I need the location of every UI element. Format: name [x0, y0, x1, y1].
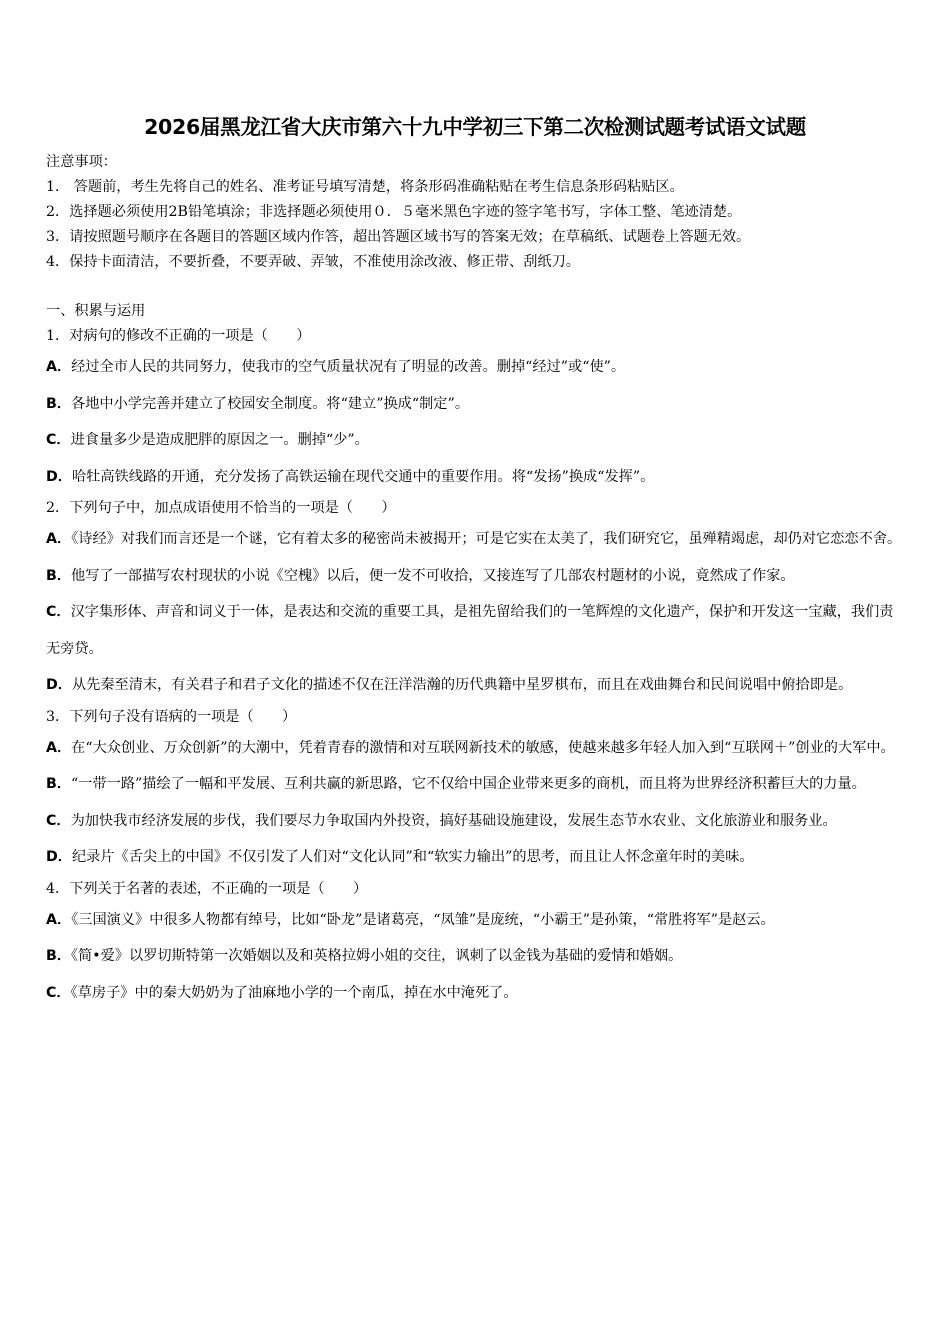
option-text: 《三国演义》中很多人物都有绰号，比如“卧龙”是诸葛亮，“凤雏”是庞统，“小霸王”是孙策，“常胜将军”是赵云。 — [71, 911, 775, 928]
option-letter: C． — [46, 984, 71, 1001]
option-text: 为加快我市经济发展的步伐，我们要尽力争取国内外投资，搞好基础设施建设，发展生态节水农业、文化旅游业和服务业。 — [70, 812, 837, 829]
option-letter: D． — [46, 677, 72, 693]
option-text: 哈牡高铁线路的开通，充分发扬了高铁运输在现代交通中的重要作用。将“发扬”换成“发挥”。 — [71, 468, 655, 485]
option-text: 《诗经》对我们而言还是一个谜，它有着太多的秘密尚未被揭开；可是它实在太美了，我们研究它，虽殚精竭虑，却仍对它恋恋不舍。 — [71, 531, 902, 547]
notice-block — [46, 150, 904, 275]
option-letter: B． — [46, 395, 72, 412]
section-title: 一、积累与运用 — [46, 303, 146, 319]
notice-item: 3．请按照题号顺序在各题目的答题区域内作答，超出答题区域书写的答案无效；在草稿纸、试题卷上答题无效。 — [46, 229, 751, 245]
option-text: “一带一路”描绘了一幅和平发展、互利共赢的新思路，它不仅给中国企业带来更多的商机，而且将为世界经济积蓄巨大的力量。 — [71, 776, 866, 792]
question-stem: 1．对病句的修改不正确的一项是（ ） — [46, 328, 311, 344]
option-text: 他写了一部描写农村现状的小说《空槐》以后，便一发不可收拾，又接连写了几部农村题材的小说，竟然成了作家。 — [71, 567, 795, 584]
answer-option — [46, 975, 904, 1012]
answer-option — [46, 558, 904, 595]
option-text: 各地中小学完善并建立了校园安全制度。将“建立”换成“制定”。 — [71, 395, 469, 412]
answer-option — [46, 902, 904, 939]
option-text: 进食量多少是造成肥胖的原因之一。删掉“少”。 — [70, 432, 369, 448]
option-letter: B． — [46, 948, 72, 964]
answer-option — [46, 521, 904, 558]
question-stem: 3．下列句子没有语病的一项是（ ） — [46, 708, 297, 725]
answer-option — [46, 349, 904, 386]
answer-option — [46, 938, 904, 975]
option-letter: A． — [46, 359, 72, 375]
answer-option — [46, 594, 904, 667]
notice-item: 4．保持卡面清洁，不要折叠，不要弄破、弄皱，不准使用涂改液、修正带、刮纸刀。 — [46, 254, 580, 270]
option-letter: D． — [46, 849, 72, 865]
option-text: 在“大众创业、万众创新”的大潮中，凭着青春的激情和对互联网新技术的敏感，使越来越多年轻人加入到“互联网＋”创业的大军中。 — [71, 739, 895, 756]
option-letter: C． — [46, 604, 71, 620]
question-stem: 4．下列关于名著的表述，不正确的一项是（ ） — [46, 880, 368, 897]
answer-option — [46, 422, 904, 459]
option-text: 汉字集形体、声音和词义于一体，是表达和交流的重要工具，是祖先留给我们的一笔辉煌的文化遗产，保护和开发这一宝藏，我们责无旁贷。 — [46, 604, 894, 657]
option-text: 从先秦至清末，有关君子和君子文化的描述不仅在汪洋浩瀚的历代典籍中星罗棋布，而且在戏曲舞台和民间说唱中俯拾即是。 — [71, 677, 853, 693]
answer-option — [46, 839, 904, 876]
page-title: 2026届黑龙江省大庆市第六十九中学初三下第二次检测试题考试语文试题 — [144, 115, 806, 139]
option-letter: A． — [46, 911, 72, 928]
option-text: 《简•爱》以罗切斯特第一次婚姻以及和英格拉姆小姐的交往，讽刺了以金钱为基础的爱情和婚姻。 — [71, 948, 683, 964]
answer-option — [46, 667, 904, 704]
answer-option — [46, 766, 904, 803]
answer-option — [46, 386, 904, 423]
notice-item: 1． 答题前，考生先将自己的姓名、准考证号填写清楚，将条形码准确粘贴在考生信息条形码粘贴区。 — [46, 179, 684, 195]
option-text: 经过全市人民的共同努力，使我市的空气质量状况有了明显的改善。删掉“经过”或“使”。 — [71, 359, 626, 375]
option-letter: B． — [46, 567, 72, 584]
option-letter: A． — [46, 531, 72, 547]
answer-option — [46, 459, 904, 496]
option-letter: D． — [46, 468, 72, 485]
option-letter: B． — [46, 776, 72, 792]
question-stem: 2．下列句子中，加点成语使用不恰当的一项是（ ） — [46, 500, 396, 516]
option-text: 纪录片《舌尖上的中国》不仅引发了人们对“文化认同”和“软实力输出”的思考，而且让人怀念童年时的美味。 — [71, 849, 754, 865]
answer-option — [46, 730, 904, 767]
notice-item: 2．选择题必须使用2B铅笔填涂；非选择题必须使用０．５毫米黑色字迹的签字笔书写，字体工整、笔迹清楚。 — [46, 204, 742, 220]
option-letter: C． — [46, 432, 71, 448]
notice-heading: 注意事项： — [46, 154, 117, 170]
option-letter: C． — [46, 812, 71, 829]
answer-option — [46, 803, 904, 840]
option-letter: A． — [46, 739, 72, 756]
option-text: 《草房子》中的秦大奶奶为了油麻地小学的一个南瓜，掉在水中淹死了。 — [70, 984, 518, 1001]
